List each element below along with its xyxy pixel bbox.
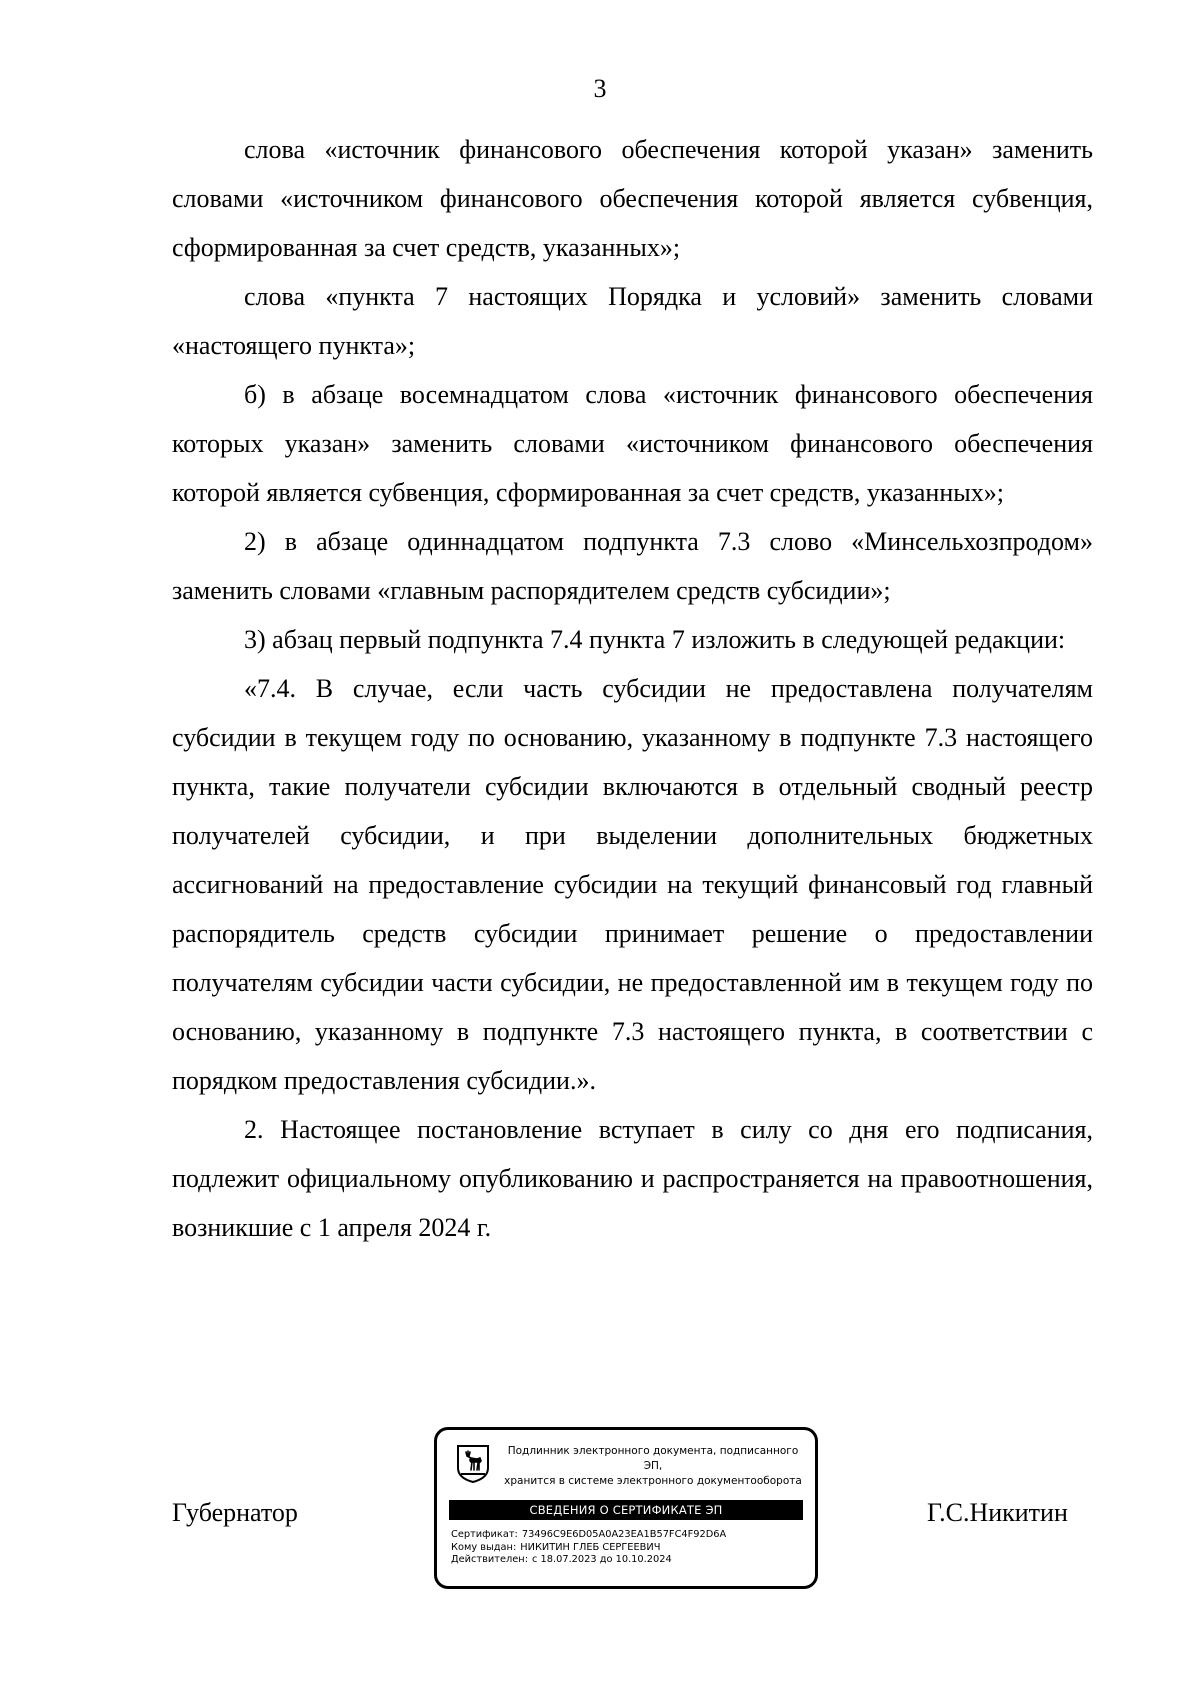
paragraph-1: слова «источник финансового обеспечения которой указан» заменить словами «источником финансового обеспечения которой является субвенция, сформированная за счет средств, указанных»;	[172, 135, 1093, 262]
stamp-certificate-details	[451, 1529, 807, 1567]
deer-coat-of-arms-icon	[455, 1444, 491, 1484]
stamp-storage-line-2: хранится в системе электронного документооборота	[504, 1475, 802, 1487]
stamp-storage-line-1: Подлинник электронного документа, подписанного ЭП,	[507, 1445, 799, 1472]
page-number: 3	[593, 74, 607, 103]
electronic-signature-stamp	[434, 1427, 818, 1589]
issued-to-label: Кому выдан:	[451, 1541, 517, 1553]
document-body	[172, 125, 1093, 1252]
stamp-storage-note	[497, 1444, 809, 1489]
signer-position: Губернатор	[172, 1498, 298, 1527]
paragraph-2: слова «пункта 7 настоящих Порядка и условий» заменить словами «настоящего пункта»;	[172, 282, 1093, 360]
certificate-label: Сертификат:	[451, 1529, 518, 1540]
paragraph-7: 2. Настоящее постановление вступает в силу со дня его подписания, подлежит официальному опубликованию и распространяется на правоотношения, возникшие с 1 апреля 2024 г.	[172, 1115, 1093, 1242]
valid-value: с 18.07.2023 до 10.10.2024	[532, 1554, 672, 1565]
certificate-value: 73496C9E6D05A0A23EA1B57FC4F92D6A	[521, 1529, 727, 1540]
certificate-row	[451, 1529, 807, 1542]
paragraph-5: 3) абзац первый подпункта 7.4 пункта 7 изложить в следующей редакции:	[244, 625, 1066, 654]
paragraph-4: 2) в абзаце одиннадцатом подпункта 7.3 слово «Минсельхозпродом» заменить словами «главным распорядителем средств субсидии»;	[172, 527, 1093, 605]
stamp-certificate-header: СВЕДЕНИЯ О СЕРТИФИКАТЕ ЭП	[449, 1500, 803, 1520]
valid-label: Действителен:	[451, 1554, 529, 1565]
valid-row	[451, 1554, 807, 1567]
issued-to-row	[451, 1542, 807, 1555]
paragraph-3: б) в абзаце восемнадцатом слова «источник финансового обеспечения которых указан» заменить словами «источником финансового обеспечения которой является субвенция, сформированная за счет средств, указанных»;	[172, 380, 1093, 507]
issued-to-value: НИКИТИН ГЛЕБ СЕРГЕЕВИЧ	[520, 1541, 661, 1553]
signer-name: Г.С.Никитин	[927, 1498, 1068, 1527]
paragraph-6: «7.4. В случае, если часть субсидии не предоставлена получателям субсидии в текущем году по основанию, указанному в подпункте 7.3 настоящего пункта, такие получатели субсидии включаются в отдельный сводный реестр получателей субсидии, и при выделении дополнительных бюджетных ассигнований на предоставление субсидии на текущий финансовый год главный распорядитель средств субсидии принимает решение о предоставлении получателям субсидии части субсидии, не предоставленной им в текущем году по основанию, указанному в подпункте 7.3 настоящего пункта, в соответствии с порядком предоставления субсидии.».	[172, 674, 1093, 1095]
